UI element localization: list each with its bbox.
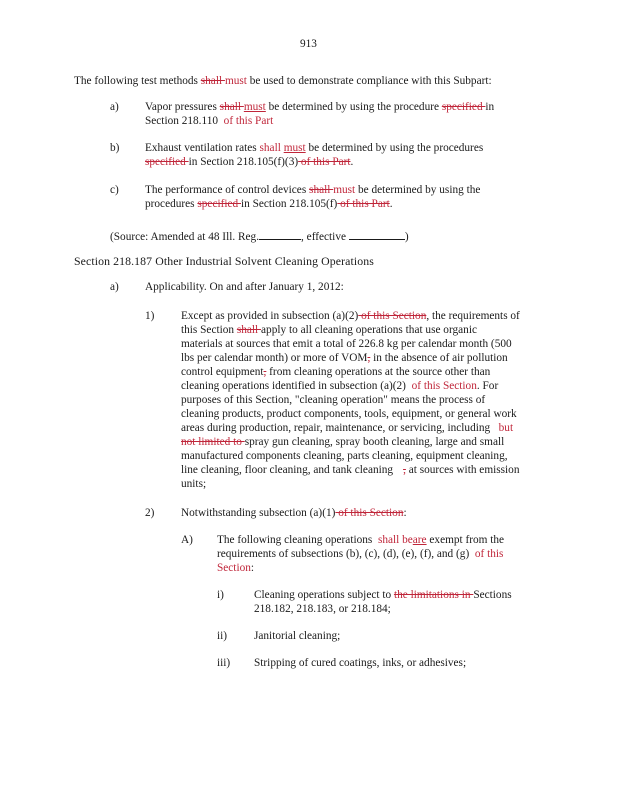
list-item-text: Exhaust ventilation rates shall must be determined by using the procedures — [145, 142, 484, 154]
list-item-text: specified in Section 218.105(f)(3) of this Part. — [145, 156, 354, 168]
page-number: 913 — [300, 38, 317, 50]
blank-line — [259, 229, 301, 240]
item-marker: A) — [181, 534, 193, 546]
list-marker: a) — [110, 101, 119, 113]
item-text: control equipment, from cleaning operations at the source other than — [181, 366, 491, 378]
exemption-marker: ii) — [217, 630, 228, 642]
item-marker: 2) — [145, 507, 155, 519]
exemption-text: Stripping of cured coatings, inks, or adhesives; — [254, 657, 467, 669]
item-text: areas during production, repair, maintenance, or servicing, including but — [181, 422, 514, 434]
item-text: this Section shall apply to all cleaning operations that use organic — [181, 324, 477, 336]
item-text: cleaning products, product components, tools, equipment, or general work — [181, 408, 517, 420]
item-text: Notwithstanding subsection (a)(1) of this Section: — [181, 507, 407, 519]
source-note: (Source: Amended at 48 Ill. Reg. , effective ) — [110, 231, 409, 243]
item-text: materials at sources that emit a total of 226.8 kg per calendar month (500 — [181, 338, 512, 350]
subsection-marker: a) — [110, 281, 119, 293]
list-marker: b) — [110, 142, 120, 154]
exemption-text: 218.182, 218.183, or 218.184; — [254, 603, 391, 615]
item-text: manufactured components cleaning, parts cleaning, equipment cleaning, — [181, 450, 508, 462]
subsection-text: Applicability. On and after January 1, 2012: — [145, 281, 344, 293]
list-item-text: procedures specified in Section 218.105(f) of this Part. — [145, 198, 393, 210]
list-item-text: The performance of control devices shall must be determined by using the — [145, 184, 481, 196]
list-item-text: Section 218.110 of this Part — [145, 115, 274, 127]
item-marker: 1) — [145, 310, 155, 322]
exemption-marker: iii) — [217, 657, 231, 669]
item-text: units; — [181, 478, 207, 490]
item-text: line cleaning, floor cleaning, and tank cleaning , at sources with emission — [181, 464, 520, 476]
list-item-text: Vapor pressures shall must be determined by using the procedure specified in — [145, 101, 495, 113]
item-text: cleaning operations identified in subsection (a)(2) of this Section. For — [181, 380, 499, 392]
item-text: The following cleaning operations shall beare exempt from the — [217, 534, 505, 546]
section-heading: Section 218.187 Other Industrial Solvent Cleaning Operations — [74, 254, 374, 268]
item-text: purposes of this Section, "cleaning operation" means the process of — [181, 394, 486, 406]
item-text: lbs per calendar month) or more of VOM, in the absence of air pollution — [181, 352, 508, 364]
exemption-text: Janitorial cleaning; — [254, 630, 341, 642]
item-text: Except as provided in subsection (a)(2) of this Section, the requirements of — [181, 310, 520, 322]
item-text: Section: — [217, 562, 255, 574]
item-text: not limited to spray gun cleaning, spray booth cleaning, large and small — [181, 436, 505, 448]
exemption-marker: i) — [217, 589, 224, 601]
item-text: requirements of subsections (b), (c), (d), (e), (f), and (g) of this — [217, 548, 504, 560]
intro-paragraph: The following test methods shall must be used to demonstrate compliance with this Subpart: — [74, 75, 492, 87]
list-marker: c) — [110, 184, 119, 196]
exemption-text: Cleaning operations subject to the limitations in Sections — [254, 589, 512, 601]
blank-line — [349, 229, 405, 240]
